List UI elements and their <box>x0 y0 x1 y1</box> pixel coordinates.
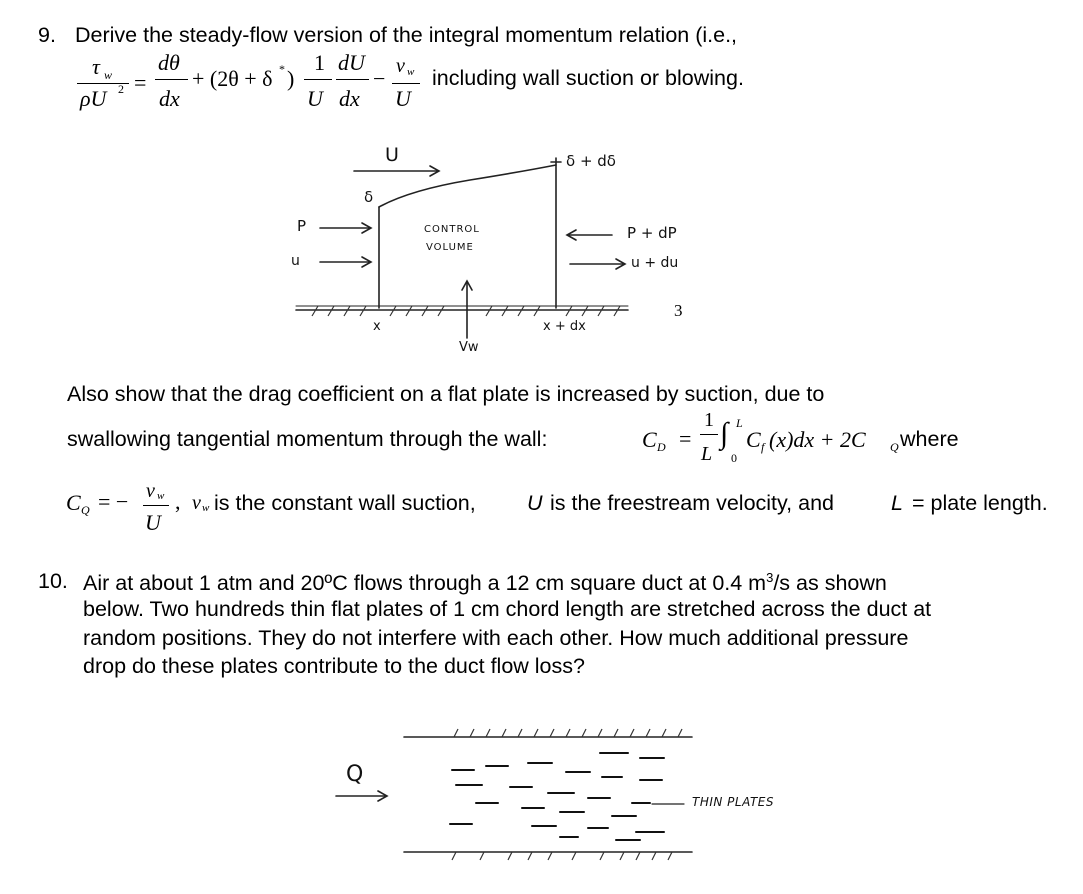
problem9-number: 9. <box>38 23 56 47</box>
problem10-line1-b: /s as shown <box>773 571 887 596</box>
cq-text-a: is the constant wall suction, <box>214 491 476 515</box>
tau-subscript: w <box>104 68 113 82</box>
cq-text-c: = plate length. <box>912 491 1048 515</box>
cd-one: 1 <box>704 409 714 431</box>
label-u-freestream: U <box>385 144 399 166</box>
label-control: CONTROL <box>424 224 480 235</box>
cd-subscript: D <box>657 440 666 454</box>
minus-sign: − <box>373 66 386 91</box>
problem10-line1-a: Air at about 1 atm and 20ºC flows through a 12 cm square duct at 0.4 m <box>83 571 767 596</box>
label-volume: VOLUME <box>426 242 474 253</box>
fraction-bar <box>700 434 718 435</box>
one-numerator: 1 <box>314 50 325 75</box>
du-numerator: dU <box>338 50 365 75</box>
label-delta: δ <box>364 188 374 206</box>
u-denominator-2: U <box>395 86 411 111</box>
label-x: x <box>373 319 381 334</box>
star-superscript: * <box>279 62 285 76</box>
cq-w: w <box>157 490 165 502</box>
dtheta: dθ <box>158 50 180 75</box>
cq-subscript: Q <box>890 440 899 454</box>
label-u-plus-du: u + du <box>631 255 679 271</box>
label-vw: Vw <box>459 340 479 355</box>
label-delta-plus-ddelta: δ + dδ <box>566 152 616 170</box>
fraction-bar <box>143 505 169 506</box>
cq-sub: Q <box>81 503 90 517</box>
cq-text-b: is the freestream velocity, and <box>550 491 835 515</box>
integral-sign: ∫ <box>720 417 729 450</box>
vw-w: w <box>202 502 210 514</box>
cq-v: v <box>146 480 155 502</box>
label-p-plus-dp: P + dP <box>627 224 677 242</box>
also-line-1: Also show that the drag coefficient on a flat plate is increased by suction, due to <box>67 382 825 406</box>
vw-v: v <box>192 492 201 514</box>
label-u: u <box>291 253 300 269</box>
cd-c: C <box>642 427 657 452</box>
label-p: P <box>297 217 307 235</box>
integral-lower: 0 <box>731 451 737 465</box>
dx-denominator: dx <box>159 86 180 111</box>
close-paren: ) <box>287 66 295 91</box>
problem10-superscript: 3 <box>766 570 774 585</box>
problem10-line1 <box>83 571 887 595</box>
v-subscript: w <box>407 66 415 78</box>
integral-upper: L <box>736 416 743 430</box>
problem9-intro: Derive the steady-flow version of the integral momentum relation (i.e., <box>75 23 738 47</box>
also-line-2: swallowing tangential momentum through the wall: <box>67 427 548 451</box>
label-thin-plates: THIN PLATES <box>692 795 774 809</box>
rho-u: ρU <box>80 86 107 111</box>
problem10-line2: below. Two hundreds thin flat plates of 1 cm chord length are stretched across the duct at <box>83 597 932 621</box>
cf-subscript: f <box>761 440 765 454</box>
cd-equals: = <box>679 426 692 451</box>
cq-u: U <box>145 510 161 535</box>
cq-text-u: U <box>527 491 543 515</box>
problem10-line4: drop do these plates contribute to the duct flow loss? <box>83 654 585 678</box>
cd-l: L <box>701 443 713 465</box>
label-x-plus-dx: x + dx <box>543 319 586 334</box>
thin-plates <box>450 753 664 840</box>
cd-rest: (x)dx + 2C <box>769 427 866 452</box>
where-word: where <box>900 427 959 451</box>
equals-sign: = <box>134 70 147 95</box>
v-symbol: v <box>396 55 405 77</box>
cq-equals: = − <box>98 489 129 514</box>
square-exponent: 2 <box>118 82 124 96</box>
cq-text-l: L <box>891 491 903 515</box>
label-flow-q: Q <box>346 762 364 787</box>
cf-c: C <box>746 427 761 452</box>
tau-symbol: τ <box>92 54 100 79</box>
page-number: 3 <box>674 301 683 320</box>
problem10-line3: random positions. They do not interfere with each other. How much additional pressure <box>83 626 909 650</box>
u-denominator: U <box>307 86 323 111</box>
cq-comma: , <box>175 489 181 514</box>
problem10-number: 10. <box>38 569 68 593</box>
cq-c: C <box>66 490 81 515</box>
wall-hatching <box>312 306 620 316</box>
dx-denominator-2: dx <box>339 86 360 111</box>
paren-term: + (2θ + δ <box>192 66 273 91</box>
duct-wall-hatching <box>452 729 682 860</box>
problem9-suffix: including wall suction or blowing. <box>432 66 744 90</box>
